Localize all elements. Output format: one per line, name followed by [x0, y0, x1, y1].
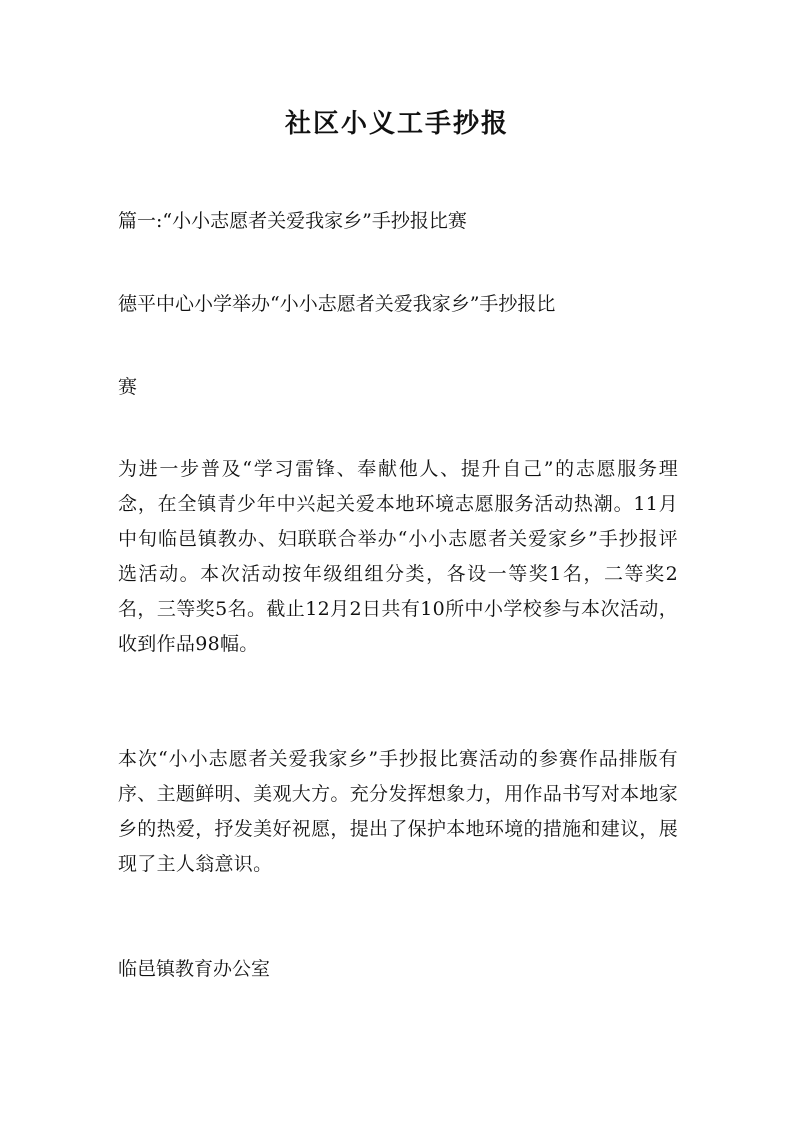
- subtitle-line-1: 德平中心小学举办“小小志愿者关爱我家乡”手抄报比: [118, 293, 556, 315]
- body-paragraph-1: 为进一步普及“学习雷锋、奉献他人、提升自己”的志愿服务理念，在全镇青少年中兴起关爱本地环境志愿服务活动热潮。11月中旬临邑镇教办、妇联联合举办“小小志愿者关爱家乡”手抄报评选活动。本次活动按年级组组分类，各设一等奖1名，二等奖2名，三等奖5名。截止12月2日共有10所中小学校参与本次活动，收到作品98幅。: [118, 458, 678, 655]
- document-title: 社区小义工手抄报: [284, 109, 509, 139]
- section-heading: 篇一:“小小志愿者关爱我家乡”手抄报比赛: [118, 210, 467, 232]
- body-paragraph-2: 本次“小小志愿者关爱我家乡”手抄报比赛活动的参赛作品排版有序、主题鲜明、美观大方。充分发挥想象力，用作品书写对本地家乡的热爱，抒发美好祝愿，提出了保护本地环境的措施和建议，展现了主人翁意识。: [118, 748, 678, 875]
- signature: 临邑镇教育办公室: [118, 958, 271, 980]
- subtitle-line-2: 赛: [118, 376, 138, 398]
